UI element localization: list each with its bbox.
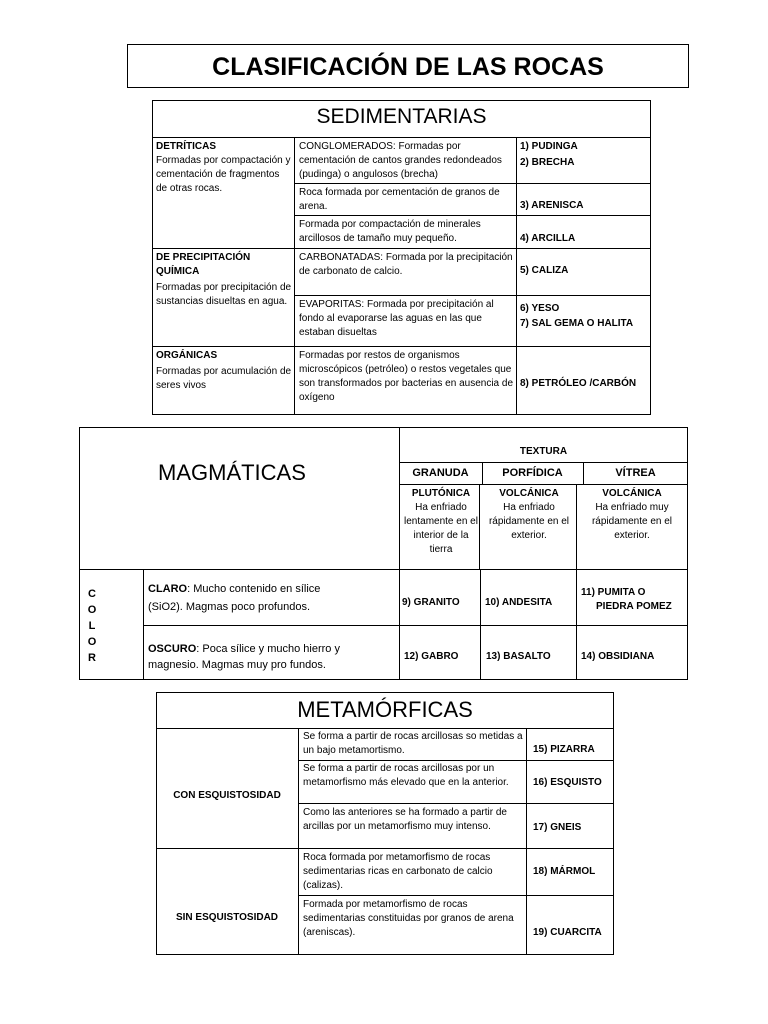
sed-row-desc: CARBONATADAS: Formada por la precipitación de carbonato de calcio. bbox=[299, 252, 513, 277]
rock-name: PIEDRA POMEZ bbox=[596, 601, 672, 612]
textura-label: TEXTURA bbox=[519, 446, 568, 457]
sedimentarias-heading: SEDIMENTARIAS bbox=[316, 105, 487, 128]
type-volcanica: VOLCÁNICA Ha enfriado rápidamente en el exterior. bbox=[488, 488, 570, 541]
rock-name: 5) CALIZA bbox=[520, 265, 569, 276]
rock-name: 12) GABRO bbox=[404, 651, 459, 662]
sed-row-desc: EVAPORITAS: Formada por precipitación al fondo al evaporarse las aguas en las que estaban disueltas bbox=[299, 299, 494, 338]
sed-row-desc: Formada por compactación de minerales arcillosos de tamaño muy pequeño. bbox=[299, 219, 481, 244]
rock-name: 19) CUARCITA bbox=[533, 927, 602, 938]
rock-name: 7) SAL GEMA O HALITA bbox=[520, 318, 634, 329]
sed-row-desc: Formadas por restos de organismos microscópicos (petróleo) o restos vegetales que son transformados por bacterias en ausencia de oxígeno bbox=[299, 350, 514, 403]
type-volcanica-vitrea: VOLCÁNICA Ha enfriado muy rápidamente en el exterior. bbox=[591, 488, 673, 541]
meta-row-desc: Como las anteriores se ha formado a partir de arcillas por un metamorfismo muy intenso. bbox=[303, 807, 507, 832]
sed-group-detriticas bbox=[156, 140, 292, 196]
rock-name: 4) ARCILLA bbox=[520, 233, 576, 244]
rock-name: 1) PUDINGA bbox=[520, 141, 578, 152]
sed-row-desc: Roca formada por cementación de granos de arena. bbox=[299, 187, 500, 212]
rock-name: 16) ESQUISTO bbox=[533, 777, 602, 788]
sed-row-desc: CONGLOMERADOS: Formadas por cementación de cantos grandes redondeados (pudinga) o angulosos (brecha) bbox=[299, 141, 502, 180]
metamorficas-heading: METAMÓRFICAS bbox=[297, 697, 473, 722]
group-desc: Formadas por precipitación de sustancias disueltas en agua. bbox=[156, 282, 292, 307]
group-desc: Formadas por compactación y cementación de fragmentos de otras rocas. bbox=[156, 155, 291, 194]
main-title-box bbox=[127, 44, 689, 88]
meta-row-desc: Formada por metamorfismo de rocas sedimentarias constituidas por granos de arena (areniscas). bbox=[303, 899, 514, 938]
group-name: ORGÁNICAS bbox=[156, 350, 218, 361]
rock-name: 15) PIZARRA bbox=[533, 744, 595, 755]
meta-group-sin: SIN ESQUISTOSIDAD bbox=[175, 912, 279, 923]
sed-group-precipitacion bbox=[156, 251, 292, 309]
rock-name: 13) BASALTO bbox=[486, 651, 551, 662]
group-desc: Formadas por acumulación de seres vivos bbox=[156, 366, 292, 391]
rock-name: 6) YESO bbox=[520, 303, 560, 314]
rock-name: 10) ANDESITA bbox=[485, 597, 553, 608]
meta-row-desc: Roca formada por metamorfismo de rocas sedimentarias ricas en carbonato de calcio (calizas). bbox=[303, 852, 493, 891]
magmaticas-heading: MAGMÁTICAS bbox=[158, 460, 306, 485]
rock-name: 2) BRECHA bbox=[520, 157, 575, 168]
rock-name: 14) OBSIDIANA bbox=[581, 651, 655, 662]
meta-row-desc: Se forma a partir de rocas arcillosas por un metamorfismo más elevado que en la anterior. bbox=[303, 763, 509, 788]
type-plutonica: PLUTÓNICA Ha enfriado lentamente en el interior de la tierra bbox=[404, 488, 478, 555]
color-vertical-label: C O L O R bbox=[87, 588, 97, 664]
group-name: DETRÍTICAS bbox=[156, 141, 216, 152]
rock-name: 11) PUMITA O bbox=[581, 587, 646, 598]
page-title: CLASIFICACIÓN DE LAS ROCAS bbox=[212, 53, 604, 81]
rock-name: 8) PETRÓLEO /CARBÓN bbox=[520, 378, 637, 389]
rock-name: 3) ARENISCA bbox=[520, 200, 584, 211]
rock-name: 9) GRANITO bbox=[402, 597, 460, 608]
texture-vitrea: VÍTREA bbox=[615, 467, 656, 479]
texture-granuda: GRANUDA bbox=[412, 467, 469, 479]
meta-group-con: CON ESQUISTOSIDAD bbox=[173, 790, 281, 801]
claro-description: CLARO: Mucho contenido en sílice (SiO2). Magmas poco profundos. bbox=[148, 583, 321, 613]
rock-name: 17) GNEIS bbox=[533, 822, 582, 833]
oscuro-description: OSCURO: Poca sílice y mucho hierro y magnesio. Magmas muy pro fundos. bbox=[148, 643, 340, 671]
group-name: DE PRECIPITACIÓN QUÍMICA bbox=[156, 252, 251, 277]
sed-group-organicas bbox=[156, 349, 292, 393]
meta-row-desc: Se forma a partir de rocas arcillosas so metidas a un bajo metamortismo. bbox=[303, 731, 523, 756]
texture-porfidica: PORFÍDICA bbox=[502, 467, 563, 479]
rock-name: 18) MÁRMOL bbox=[533, 866, 596, 877]
